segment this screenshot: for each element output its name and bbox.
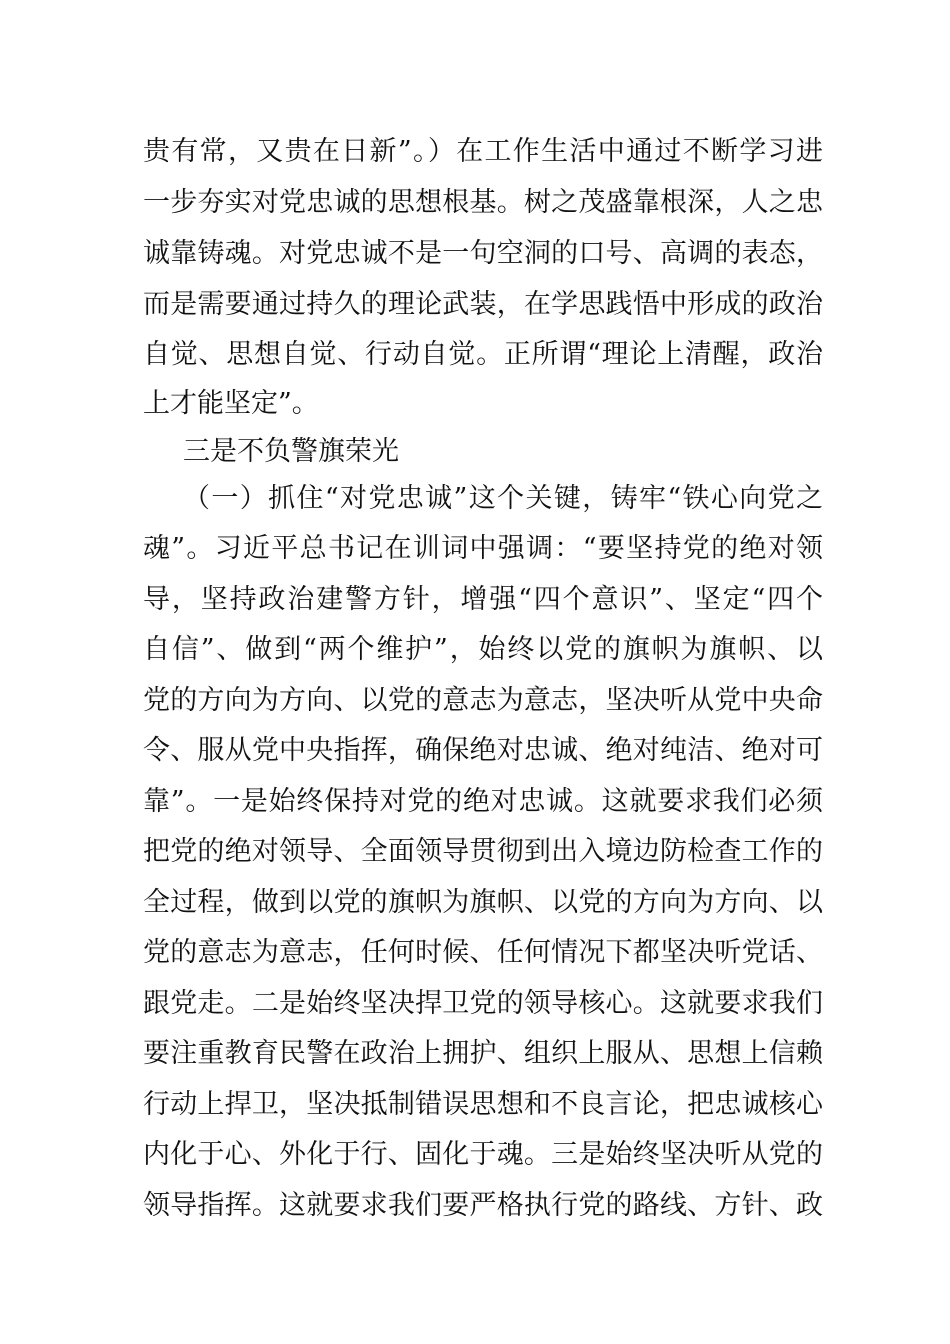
body-text-line: 靠”。一是始终保持对党的绝对忠诚。这就要求我们必须 (143, 786, 823, 817)
body-text-line: 魂”。习近平总书记在训词中强调：“要坚持党的绝对领 (143, 533, 823, 564)
paragraph-first-line: （一）抓住“对党忠诚”这个关键，铸牢“铁心向党之 (183, 483, 823, 514)
body-text-line: 贵有常，又贵在日新”。）在工作生活中通过不断学习进 (143, 136, 823, 167)
body-text-line: 而是需要通过持久的理论武装，在学思践悟中形成的政治 (143, 289, 823, 320)
body-text-line: 党的意志为意志，任何时候、任何情况下都坚决听党话、 (143, 937, 823, 968)
body-text-line: 把党的绝对领导、全面领导贯彻到出入境边防检查工作的 (143, 836, 823, 867)
body-text-line: 自觉、思想自觉、行动自觉。正所谓“理论上清醒，政治 (143, 339, 823, 370)
body-text-line: 领导指挥。这就要求我们要严格执行党的路线、方针、政 (143, 1190, 823, 1221)
body-text-line: 全过程，做到以党的旗帜为旗帜、以党的方向为方向、以 (143, 887, 823, 918)
body-text-line: 令、服从党中央指挥，确保绝对忠诚、绝对纯洁、绝对可 (143, 735, 823, 766)
section-heading: 三是不负警旗荣光 (183, 436, 399, 467)
body-text-line: 内化于心、外化于行、固化于魂。三是始终坚决听从党的 (143, 1139, 823, 1170)
body-text-line: 要注重教育民警在政治上拥护、组织上服从、思想上信赖 (143, 1038, 823, 1069)
body-text-line: 导，坚持政治建警方针，增强“四个意识”、坚定“四个 (143, 584, 823, 615)
body-text-line: 上才能坚定”。 (143, 388, 319, 419)
body-text-line: 行动上捍卫，坚决抵制错误思想和不良言论，把忠诚核心 (143, 1089, 823, 1120)
body-text-line: 诚靠铸魂。对党忠诚不是一句空洞的口号、高调的表态， (143, 238, 823, 269)
body-text-line: 跟党走。二是始终坚决捍卫党的领导核心。这就要求我们 (143, 988, 823, 1019)
body-text-line: 党的方向为方向、以党的意志为意志，坚决听从党中央命 (143, 685, 823, 716)
body-text-line: 自信”、做到“两个维护”，始终以党的旗帜为旗帜、以 (143, 634, 823, 665)
body-text-line: 一步夯实对党忠诚的思想根基。树之茂盛靠根深，人之忠 (143, 187, 823, 218)
